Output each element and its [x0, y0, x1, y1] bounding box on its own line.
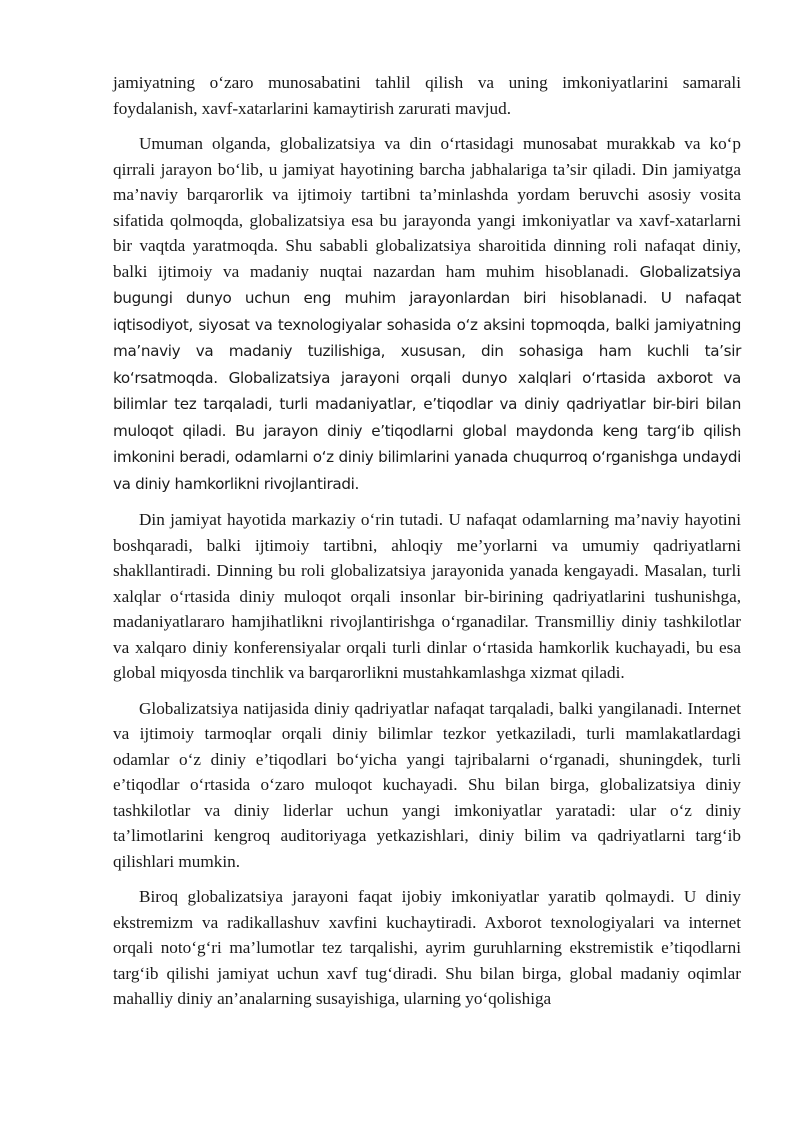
document-page	[113, 70, 741, 1022]
paragraph-5-text: Biroq globalizatsiya jarayoni faqat ijobiy imkoniyatlar yaratib qolmaydi. U diniy ekstremizm va radikallashuv xavfini kuchaytiradi. Axborot texnologiyalari va internet orqali noto‘g‘ri ma’lumotlar tez tarqalishi, ayrim guruhlarning ekstremistik e’tiqodlarni targ‘ib qilishi jamiyat uchun xavf tug‘diradi. Shu bilan birga, global madaniy oqimlar mahalliy diniy an’analarning susayishiga, ularning yo‘qolishiga	[113, 887, 741, 1008]
paragraph-2	[113, 131, 741, 497]
paragraph-4-text: Globalizatsiya natijasida diniy qadriyatlar nafaqat tarqaladi, balki yangilanadi. Internet va ijtimoiy tarmoqlar orqali diniy bilimlar tezkor yetkaziladi, turli mamlakatlardagi odamlar o‘z diniy e’tiqodlari bo‘yicha yangi tajribalarni o‘rganadi, shuningdek, turli e’tiqodlar o‘rtasida o‘zaro muloqot kuchayadi. Shu bilan birga, globalizatsiya diniy tashkilotlar va diniy liderlar uchun yangi imkoniyatlar yaratadi: ular o‘z diniy ta’limotlarini kengroq auditoriyaga yetkazishlari, diniy bilim va qadriyatlarni targ‘ib qilishlari mumkin.	[113, 698, 741, 871]
paragraph-1-text: jamiyatning o‘zaro munosabatini tahlil qilish va uning imkoniyatlarini samarali foydalanish, xavf-xatarlarini kamaytirish zarurati mavjud.	[113, 73, 741, 118]
paragraph-3	[113, 507, 741, 686]
paragraph-4	[113, 696, 741, 875]
paragraph-3-text: Din jamiyat hayotida markaziy o‘rin tutadi. U nafaqat odamlarning ma’naviy hayotini boshqaradi, balki ijtimoiy tartibni, ahloqiy me’yorlarni va umumiy qadriyatlarni shakllantiradi. Dinning bu roli globalizatsiya jarayonida yanada kengayadi. Masalan, turli xalqlar o‘rtasida diniy muloqot orqali insonlar bir-birining qadriyatlarini tushunishga, madaniyatlararo hamjihatlikni rivojlantirishga o‘rganadilar. Transmilliy diniy tashkilotlar va xalqaro diniy konferensiyalar orqali turli dinlar o‘rtasida hamkorlik kuchayadi, bu esa global miqyosda tinchlik va barqarorlikni mustahkamlashga xizmat qiladi.	[113, 510, 741, 682]
paragraph-2-text: Umuman olganda, globalizatsiya va din o‘rtasidagi munosabat murakkab va ko‘p qirrali jarayon bo‘lib, u jamiyat hayotining barcha jabhalariga ta’sir qiladi. Din jamiyatga ma’naviy barqarorlik va ijtimoiy tartibni ta’minlashda yordam beruvchi asosiy vosita sifatida qolmoqda, globalizatsiya esa bu jarayonda yangi imkoniyatlar va xavf-xatarlarni bir vaqtda yaratmoqda. Shu sababli globalizatsiya sharoitida dinning roli nafaqat diniy, balki ijtimoiy va madaniy nuqtai nazardan ham muhim hisoblanadi.	[113, 134, 741, 281]
paragraph-5	[113, 884, 741, 1012]
paragraph-1	[113, 70, 741, 121]
paragraph-2-sans-text: Globalizatsiya bugungi dunyo uchun eng muhim jarayonlardan biri hisoblanadi. U nafaqat iqtisodiyot, siyosat va texnologiyalar sohasida o‘z aksini topmoqda, balki jamiyatning ma’naviy va madaniy tuzilishiga, xususan, din sohasiga ham kuchli ta’sir ko‘rsatmoqda. Globalizatsiya jarayoni orqali dunyo xalqlari o‘rtasida axborot va bilimlar tez tarqaladi, turli madaniyatlar, e’tiqodlar va diniy qadriyatlar bir-biri bilan muloqot qiladi. Bu jarayon diniy e’tiqodlarni global maydonda keng targ‘ib qilish imkonini beradi, odamlarni o‘z diniy bilimlarini yanada chuqurroq o‘rganishga undaydi va diniy hamkorlikni rivojlantiradi.	[113, 262, 742, 493]
